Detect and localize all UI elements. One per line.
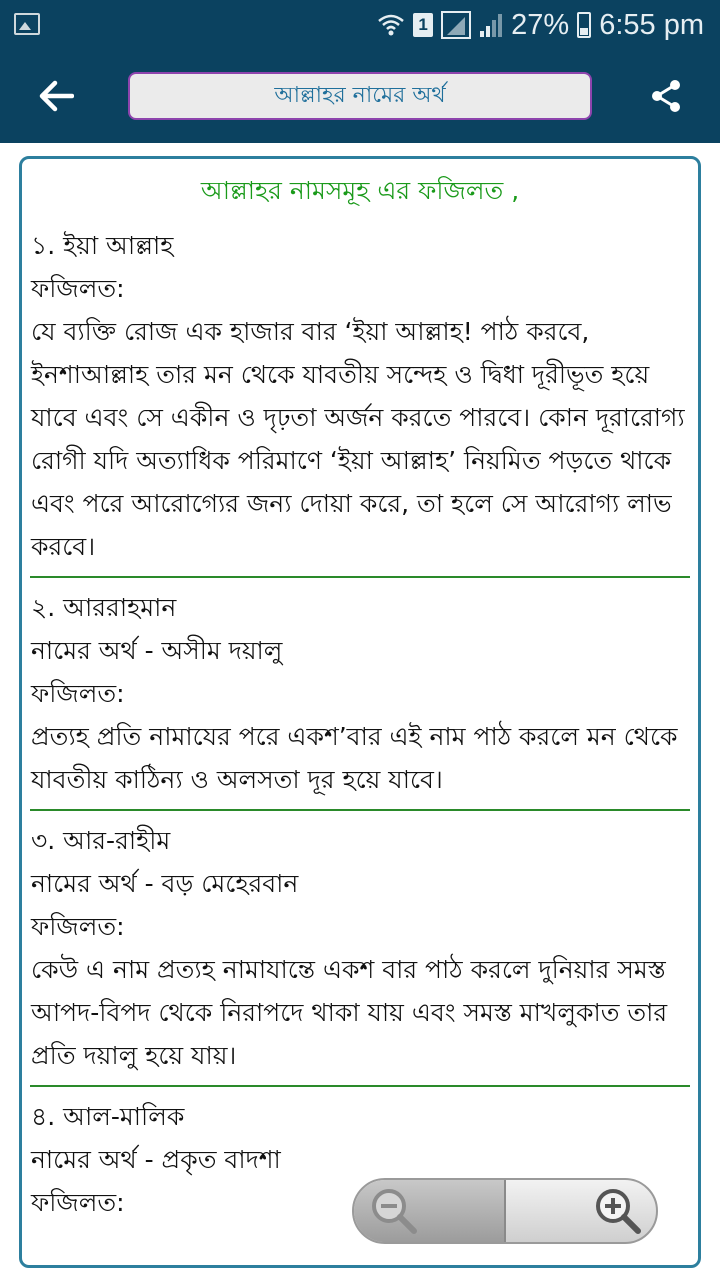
fazilat-label: ফজিলত: — [31, 1188, 125, 1217]
fazilat-label: ফজিলত: — [31, 912, 125, 941]
back-button[interactable] — [28, 72, 84, 120]
fazilat-label: ফজিলত: — [31, 679, 125, 708]
wifi-icon — [377, 13, 405, 37]
page-title-box — [128, 72, 592, 120]
fazilat-label: ফজিলত: — [31, 274, 125, 303]
name-section — [22, 586, 698, 801]
gallery-notification-icon — [14, 13, 40, 35]
section-title: ১. ইয়া আল্লাহ — [31, 231, 174, 260]
name-section — [22, 819, 698, 1077]
section-body: কেউ এ নাম প্রত্যহ নামাযান্তে একশ বার পাঠ করলে দুনিয়ার সমস্ত আপদ-বিপদ থেকে নিরাপদে থাকা যায় এবং সমস্ত মাখলুকাত তার প্রতি দয়ালু হয়ে যায়। — [31, 955, 668, 1070]
name-meaning: নামের অর্থ - অসীম দয়ালু — [31, 636, 283, 665]
content-heading: আল্লাহর নামসমূহ এর ফজিলত , — [200, 176, 520, 205]
name-meaning: নামের অর্থ - বড় মেহেরবান — [31, 869, 299, 898]
sim-slot-badge: 1 — [413, 13, 433, 37]
section-title: ৪. আল-মালিক — [31, 1102, 185, 1131]
content-card[interactable] — [19, 156, 701, 1268]
section-body: যে ব্যক্তি রোজ এক হাজার বার ‘ইয়া আল্লাহ! পাঠ করবে, ইনশাআল্লাহ তার মন থেকে যাবতীয় সন্দেহ ও দ্বিধা দূরীভূত হয়ে যাবে এবং সে একীন ও দৃঢ়তা অর্জন করতে পারবে। কোন দূরারোগ্য রোগী যদি অত্যাধিক পরিমাণে ‘ইয়া আল্লাহ’ নিয়মিত পড়তে থাকে এবং পরে আরোগ্যের জন্য দোয়া করে, তা হলে সে আরোগ্য লাভ করবে। — [31, 317, 685, 561]
arrow-left-icon — [38, 80, 74, 112]
section-title: ২. আররাহমান — [31, 593, 177, 622]
share-icon — [648, 78, 684, 114]
zoom-out-icon — [368, 1185, 420, 1237]
zoom-out-button[interactable] — [354, 1180, 506, 1242]
section-title: ৩. আর-রাহীম — [31, 826, 171, 855]
name-section — [22, 224, 698, 568]
zoom-control — [352, 1178, 658, 1244]
share-button[interactable] — [638, 72, 694, 120]
signal-icon-sim1 — [441, 11, 471, 39]
section-divider — [30, 1085, 690, 1087]
battery-percent: 27% — [511, 8, 570, 41]
signal-icon-sim2 — [479, 11, 503, 39]
battery-icon — [577, 12, 591, 38]
section-body: প্রত্যহ প্রতি নামাযের পরে একশ’বার এই নাম পাঠ করলে মন থেকে যাবতীয় কাঠিন্য ও অলসতা দূর হয়ে যাবে। — [31, 722, 678, 794]
page-title: আল্লাহর নামের অর্থ — [274, 82, 446, 108]
section-divider — [30, 809, 690, 811]
status-indicators — [377, 8, 704, 42]
app-bar — [0, 50, 720, 143]
clock: 6:55 pm — [599, 8, 704, 41]
name-meaning: নামের অর্থ - প্রকৃত বাদশা — [31, 1145, 281, 1174]
zoom-in-icon — [592, 1185, 644, 1237]
zoom-in-button[interactable] — [506, 1180, 656, 1242]
status-bar — [0, 0, 720, 50]
section-divider — [30, 576, 690, 578]
